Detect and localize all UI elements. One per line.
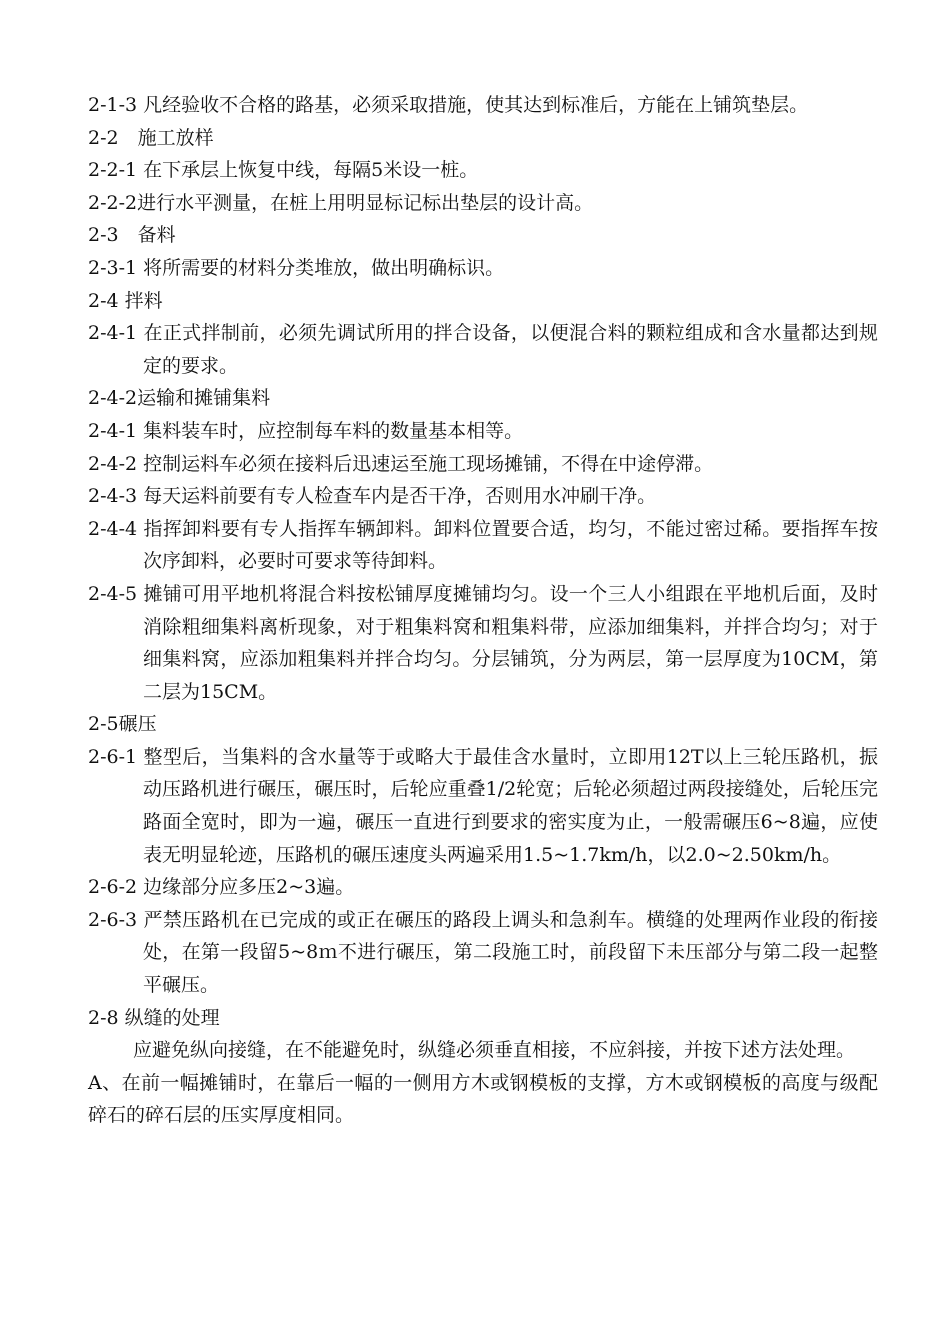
paragraph-2-6-3: 2-6-3 严禁压路机在已完成的或正在碾压的路段上调头和急刹车。横缝的处理两作业段的衔接处，在第一段留5~8ｍ不进行碾压，第二段施工时，前段留下未压部分与第二段一起整平碾压。 [88, 908, 878, 997]
heading-2-8: 2-8 纵缝的处理 [88, 1006, 220, 1029]
paragraph-2-4-2-hauling: 2-4-2 控制运料车必须在接料后迅速运至施工现场摊铺，不得在中途停滞。 [88, 452, 714, 475]
paragraph-2-3-1: 2-3-1 将所需要的材料分类堆放，做出明确标识。 [88, 256, 505, 279]
paragraph-2-4-1-mixing: 2-4-1 在正式拌制前，必须先调试所用的拌合设备，以便混合料的颗粒组成和含水量都达到规定的要求。 [88, 322, 878, 377]
document-page [88, 89, 878, 1132]
heading-2-4: 2-4 拌料 [88, 289, 163, 312]
paragraph-item-a: A、在前一幅摊铺时，在靠后一幅的一侧用方木或钢模板的支撑，方木或钢模板的高度与级配碎石的碎石层的压实厚度相同。 [88, 1071, 878, 1127]
heading-2-2: 2-2 施工放样 [88, 126, 214, 149]
heading-2-4-2-transport: 2-4-2运输和摊铺集料 [88, 387, 271, 410]
paragraph-2-4-1-loading: 2-4-1 集料装车时，应控制每车料的数量基本相等。 [88, 419, 524, 442]
paragraph-2-4-3: 2-4-3 每天运料前要有专人检查车内是否干净，否则用水冲刷干净。 [88, 485, 657, 508]
paragraph-2-2-2: 2-2-2进行水平测量，在桩上用明显标记标出垫层的设计高。 [88, 191, 594, 214]
heading-2-3: 2-3 备料 [88, 224, 176, 247]
paragraph-2-6-1: 2-6-1 整型后，当集料的含水量等于或略大于最佳含水量时，立即用12T以上三轮压路机，振动压路机进行碾压，碾压时，后轮应重叠1/2轮宽；后轮必须超过两段接缝处，后轮压完路面全宽时，即为一遍，碾压一直进行到要求的密实度为止，一般需碾压6~8遍，应使表无明显轮迹，压路机的碾压速度头两遍采用1.5~1.7km/h，以2.0~2.50km/h。 [88, 745, 878, 866]
paragraph-2-8-intro: 应避免纵向接缝，在不能避免时，纵缝必须垂直相接，不应斜接，并按下述方法处理。 [133, 1039, 856, 1062]
paragraph-2-6-2: 2-6-2 边缘部分应多压2~3遍。 [88, 876, 355, 899]
paragraph-2-4-4: 2-4-4 指挥卸料要有专人指挥车辆卸料。卸料位置要合适，均匀，不能过密过稀。要指挥车按次序卸料，必要时可要求等待卸料。 [88, 517, 878, 573]
paragraph-2-2-1: 2-2-1 在下承层上恢复中线，每隔5米设一桩。 [88, 159, 479, 182]
paragraph-2-4-5: 2-4-5 摊铺可用平地机将混合料按松铺厚度摊铺均匀。设一个三人小组跟在平地机后面，及时消除粗细集料离析现象，对于粗集料窝和粗集料带，应添加细集料，并拌合均匀；对于细集料窝，应添加粗集料并拌合均匀。分层铺筑，分为两层，第一层厚度为10CM，第二层为15CM。 [88, 582, 878, 703]
heading-2-5: 2-5碾压 [88, 713, 157, 736]
paragraph-2-1-3: 2-1-3 凡经验收不合格的路基，必须采取措施，使其达到标准后，方能在上铺筑垫层。 [88, 94, 809, 116]
